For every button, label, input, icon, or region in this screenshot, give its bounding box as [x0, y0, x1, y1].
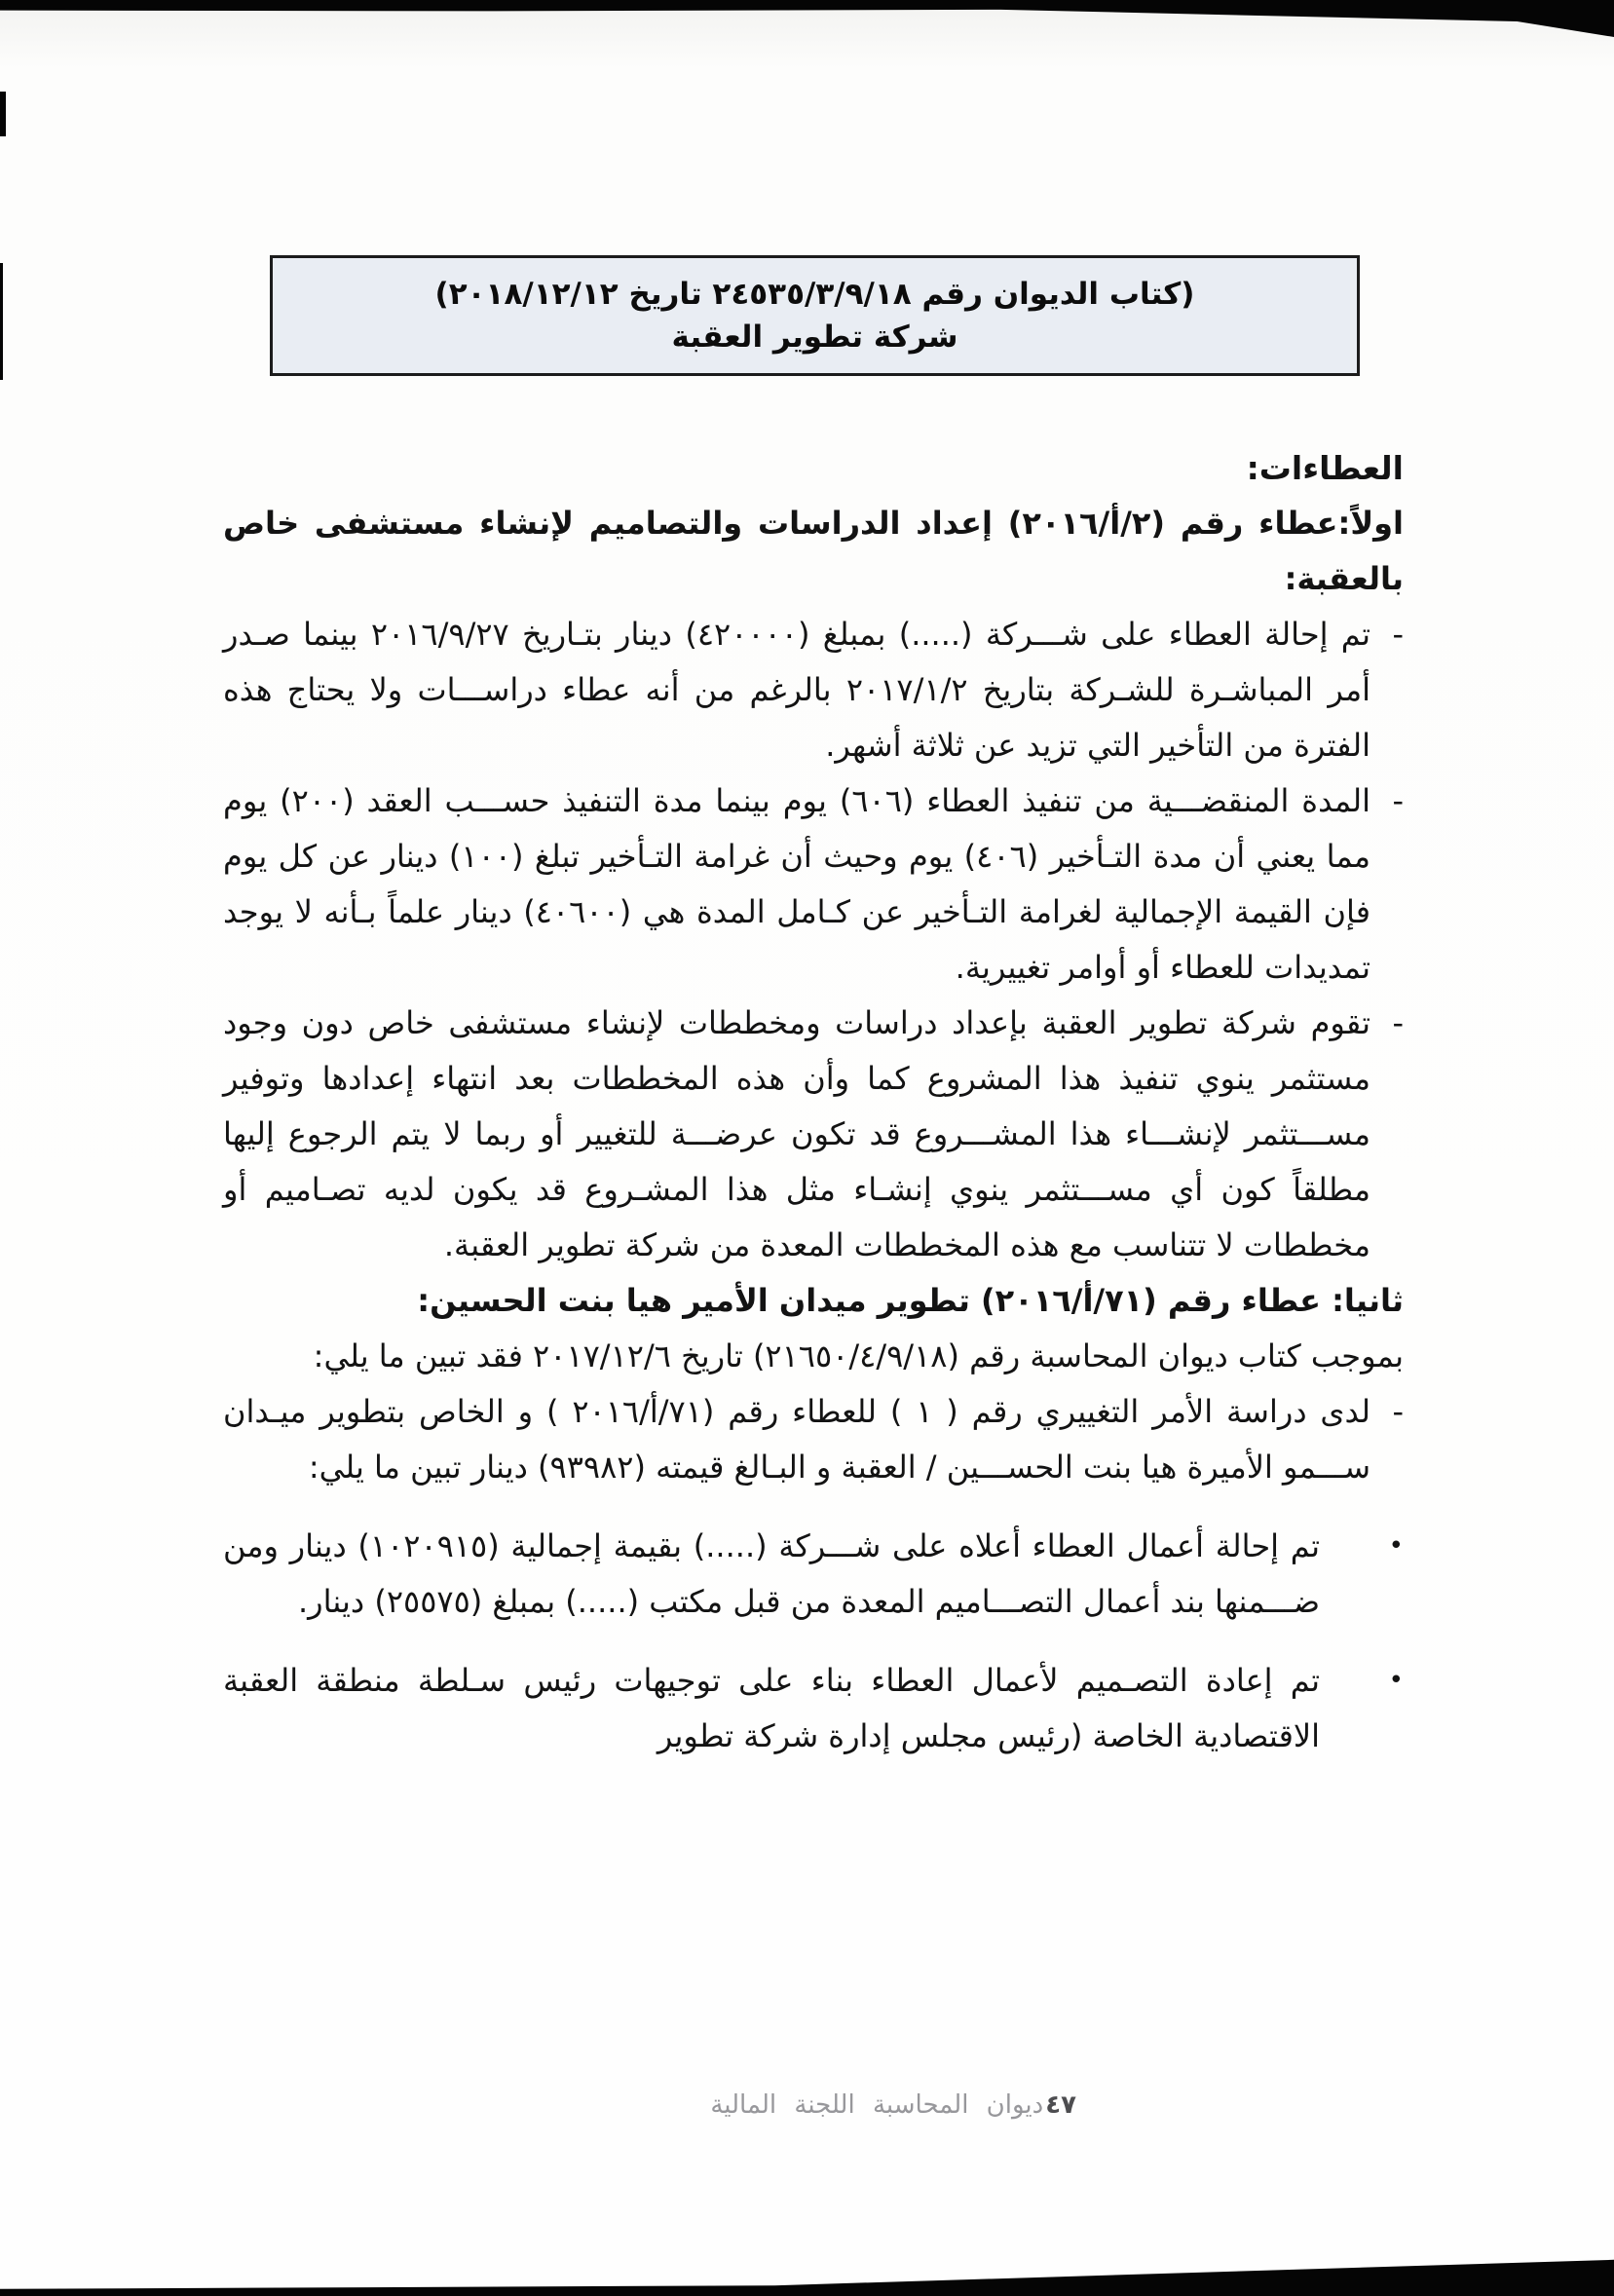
- scan-artifact-top-edge: [0, 0, 1614, 37]
- bullet-marker: •: [1388, 1666, 1404, 1695]
- scan-artifact-left-edge-2: [0, 263, 3, 380]
- tender2-bullet-text: تم إحالة أعمال العطاء أعلاه على شـــركة (.....) بقيمة إجمالية (١٠٢٠٩١٥) دينار ومن ضـــمنها بند أعمال التصـــاميم المعدة من قبل مكتب (.....) بمبلغ (٢٥٥٧٥) دينار.: [223, 1527, 1321, 1620]
- tender1-item-text: المدة المنقضـــية من تنفيذ العطاء (٦٠٦) يوم بينما مدة التنفيذ حســـب العقد (٢٠٠) يوم مما يعني أن مدة التـأخير (٤٠٦) يوم وحيث أن غرامة التـأخير تبلغ (١٠٠) دينار عن كل يوم فإن القيمة الإجمالية لغرامة التـأخير عن كـامل المدة هي (٤٠٦٠٠) دينار علماً بـأنه لا يوجد تمديدات للعطاء أو أوامر تغييرية.: [223, 782, 1371, 986]
- tender1-item-award-delay: [223, 607, 1404, 773]
- tender2-bullet-text: تم إعادة التصـميم لأعمال العطاء بناء على توجيهات رئيس سـلطة منطقة العقبة الاقتصادية الخاصة (رئيس مجلس إدارة شركة تطوير: [223, 1662, 1320, 1754]
- tenders-section-label: العطاءات:: [1246, 449, 1404, 487]
- tender1-item-text: تم إحالة العطاء على شـــركة (.....) بمبلغ (٤٢٠٠٠٠) دينار بتـاريخ ٢٠١٦/٩/٢٧ بينما صـدر أمر المباشـرة للشـركة بتاريخ ٢٠١٧/١/٢ بالرغم من أنه عطاء دراســـات ولا يحتاج هذه الفترة من التأخير التي تزيد عن ثلاثة أشهر.: [223, 616, 1371, 764]
- dash-marker: -: [1392, 616, 1404, 653]
- page-footer: [710, 2090, 1076, 2120]
- scan-artifact-left-edge: [0, 92, 6, 136]
- company-name-line: شركة تطوير العقبة: [671, 320, 958, 355]
- tender1-item-no-investor: [223, 996, 1404, 1273]
- tender2-intro: بموجب كتاب ديوان المحاسبة رقم (٢١٦٥٠/٤/٩/١٨) تاريخ ٢٠١٧/١٢/٦ فقد تبين ما يلي:: [313, 1337, 1404, 1374]
- tender2-bullet-redesign: [223, 1653, 1404, 1764]
- reference-letter-line: (كتاب الديوان رقم ٢٤٥٣٥/٣/٩/١٨ تاريخ ٢٠١٨/١٢/١٢): [434, 277, 1195, 312]
- tender2-change-order-text: لدى دراسة الأمر التغييري رقم ( ١ ) للعطاء رقم (٧١/أ/٢٠١٦ ) و الخاص بتطوير ميـدان ســـمو الأميرة هيا بنت الحســـين / العقبة و البـالغ قيمته (٩٣٩٨٢) دينار تبين ما يلي:: [223, 1393, 1371, 1486]
- scan-artifact-bottom-edge: [0, 2238, 1614, 2296]
- dash-marker: -: [1392, 782, 1404, 819]
- tender2-change-order-item: [223, 1384, 1404, 1495]
- document-body: [223, 440, 1404, 1764]
- footer-label: ديوان المحاسبة اللجنة المالية: [710, 2090, 1044, 2120]
- tender2-heading: ثانيا: عطاء رقم (٧١/أ/٢٠١٦) تطوير ميدان الأمير هيا بنت الحسين:: [417, 1282, 1404, 1319]
- dash-marker: -: [1392, 1393, 1404, 1430]
- tender1-item-text: تقوم شركة تطوير العقبة بإعداد دراسات ومخططات لإنشاء مستشفى خاص دون وجود مستثمر ينوي تنفيذ هذا المشروع كما وأن هذه المخططات بعد انتهاء إعدادها وتوفير مســـتثمر لإنشـــاء هذا المشـــروع قد تكون عرضـــة للتغيير أو ربما لا يتم الرجوع إليها مطلقاً كون أي مســـتثمر ينوي إنشـاء مثل هذا المشـروع قد يكون لديه تصـاميم أو مخططات لا تتناسب مع هذه المخططات المعدة من شركة تطوير العقبة.: [223, 1004, 1370, 1263]
- tender1-item-penalty: [223, 773, 1404, 996]
- dash-marker: -: [1392, 1004, 1404, 1041]
- tender1-heading: اولاً:عطاء رقم (٢/أ/٢٠١٦) إعداد الدراسات والتصاميم لإنشاء مستشفى خاص بالعقبة:: [223, 505, 1405, 597]
- page-number: ٤٧: [1045, 2090, 1076, 2120]
- tender2-bullet-award: [223, 1519, 1404, 1630]
- reference-box: [270, 255, 1360, 376]
- bullet-marker: •: [1388, 1531, 1404, 1561]
